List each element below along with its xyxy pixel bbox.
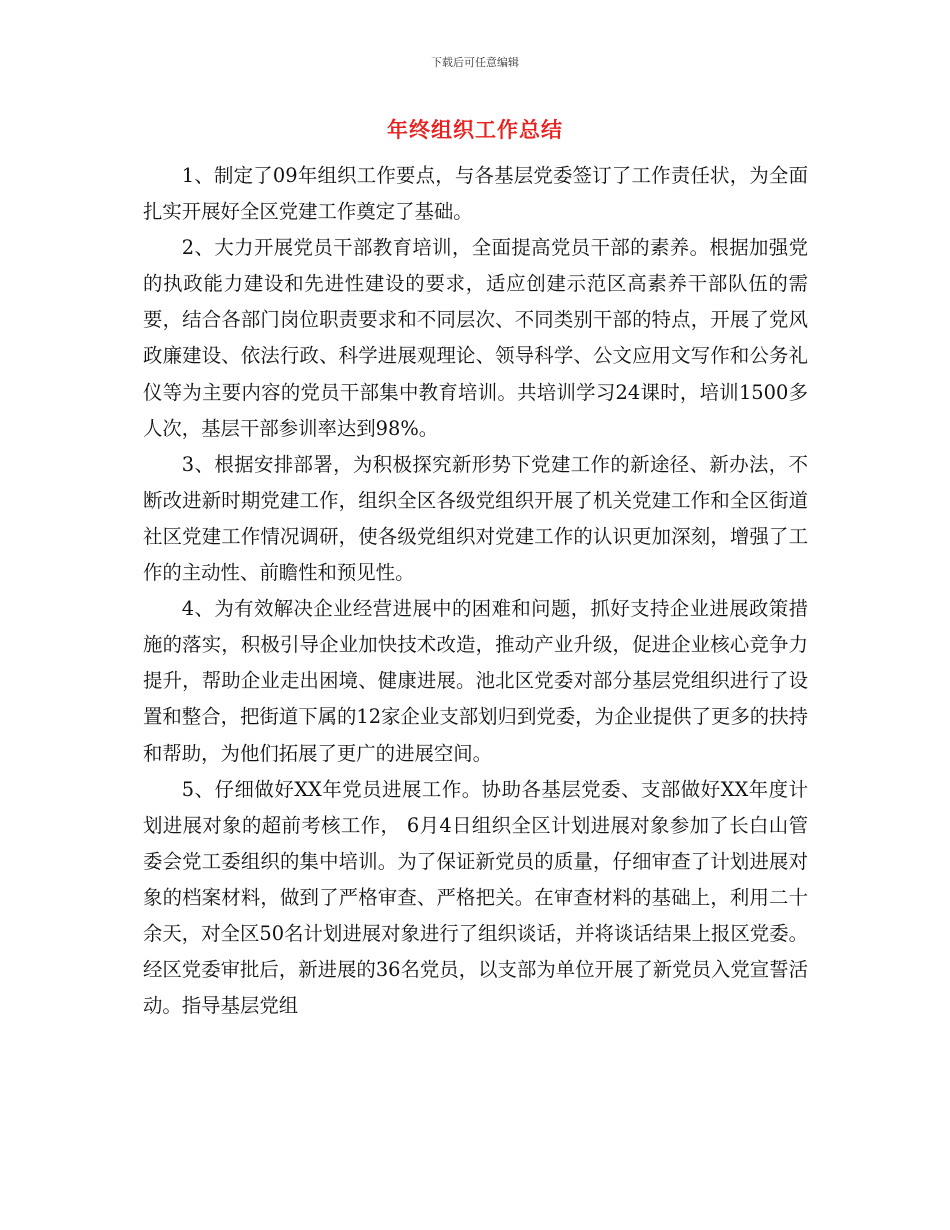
paragraph-3: 3、根据安排部署，为积极探究新形势下党建工作的新途径、新办法，不断改进新时期党建工作，组织全区各级党组织开展了机关党建工作和全区街道社区党建工作情况调研，使各级党组织对党建工作的认识更加深刻，增强了工作的主动性、前瞻性和预见性。 xyxy=(143,452,808,585)
paragraph-4: 4、为有效解决企业经营进展中的困难和问题，抓好支持企业进展政策措施的落实，积极引导企业加快技术改造，推动产业升级，促进企业核心竞争力提升，帮助企业走出困境、健康进展。池北区党委对部分基层党组织进行了设置和整合，把街道下属的12家企业支部划归到党委，为企业提供了更多的扶持和帮助，为他们拓展了更广的进展空间。 xyxy=(143,597,808,765)
document-title: 年终组织工作总结 xyxy=(387,118,563,142)
paragraph-1: 1、制定了09年组织工作要点，与各基层党委签订了工作责任状，为全面扎实开展好全区党建工作奠定了基础。 xyxy=(143,164,808,224)
document-body xyxy=(143,158,808,1024)
paragraph-5: 5、仔细做好XX年党员进展工作。协助各基层党委、支部做好XX年度计划进展对象的超前考核工作， 6月4日组织全区计划进展对象参加了长白山管委会党工委组织的集中培训。为了保证新党员的质量，仔细审查了计划进展对象的档案材料，做到了严格审查、严格把关。在审查材料的基础上，利用二十余天，对全区50名计划进展对象进行了组织谈话，并将谈话结果上报区党委。经区党委审批后，新进展的36名党员，以支部为单位开展了新党员入党宣誓活动。指导基层党组 xyxy=(143,777,808,1018)
paragraph-2: 2、大力开展党员干部教育培训，全面提高党员干部的素养。根据加强党的执政能力建设和先进性建设的要求，适应创建示范区高素养干部队伍的需要，结合各部门岗位职责要求和不同层次、不同类别干部的特点，开展了党风政廉建设、依法行政、科学进展观理论、领导科学、公文应用文写作和公务礼仪等为主要内容的党员干部集中教育培训。共培训学习24课时，培训1500多人次，基层干部参训率达到98%。 xyxy=(143,236,808,440)
page-header: 下载后可任意编辑 xyxy=(431,56,519,69)
